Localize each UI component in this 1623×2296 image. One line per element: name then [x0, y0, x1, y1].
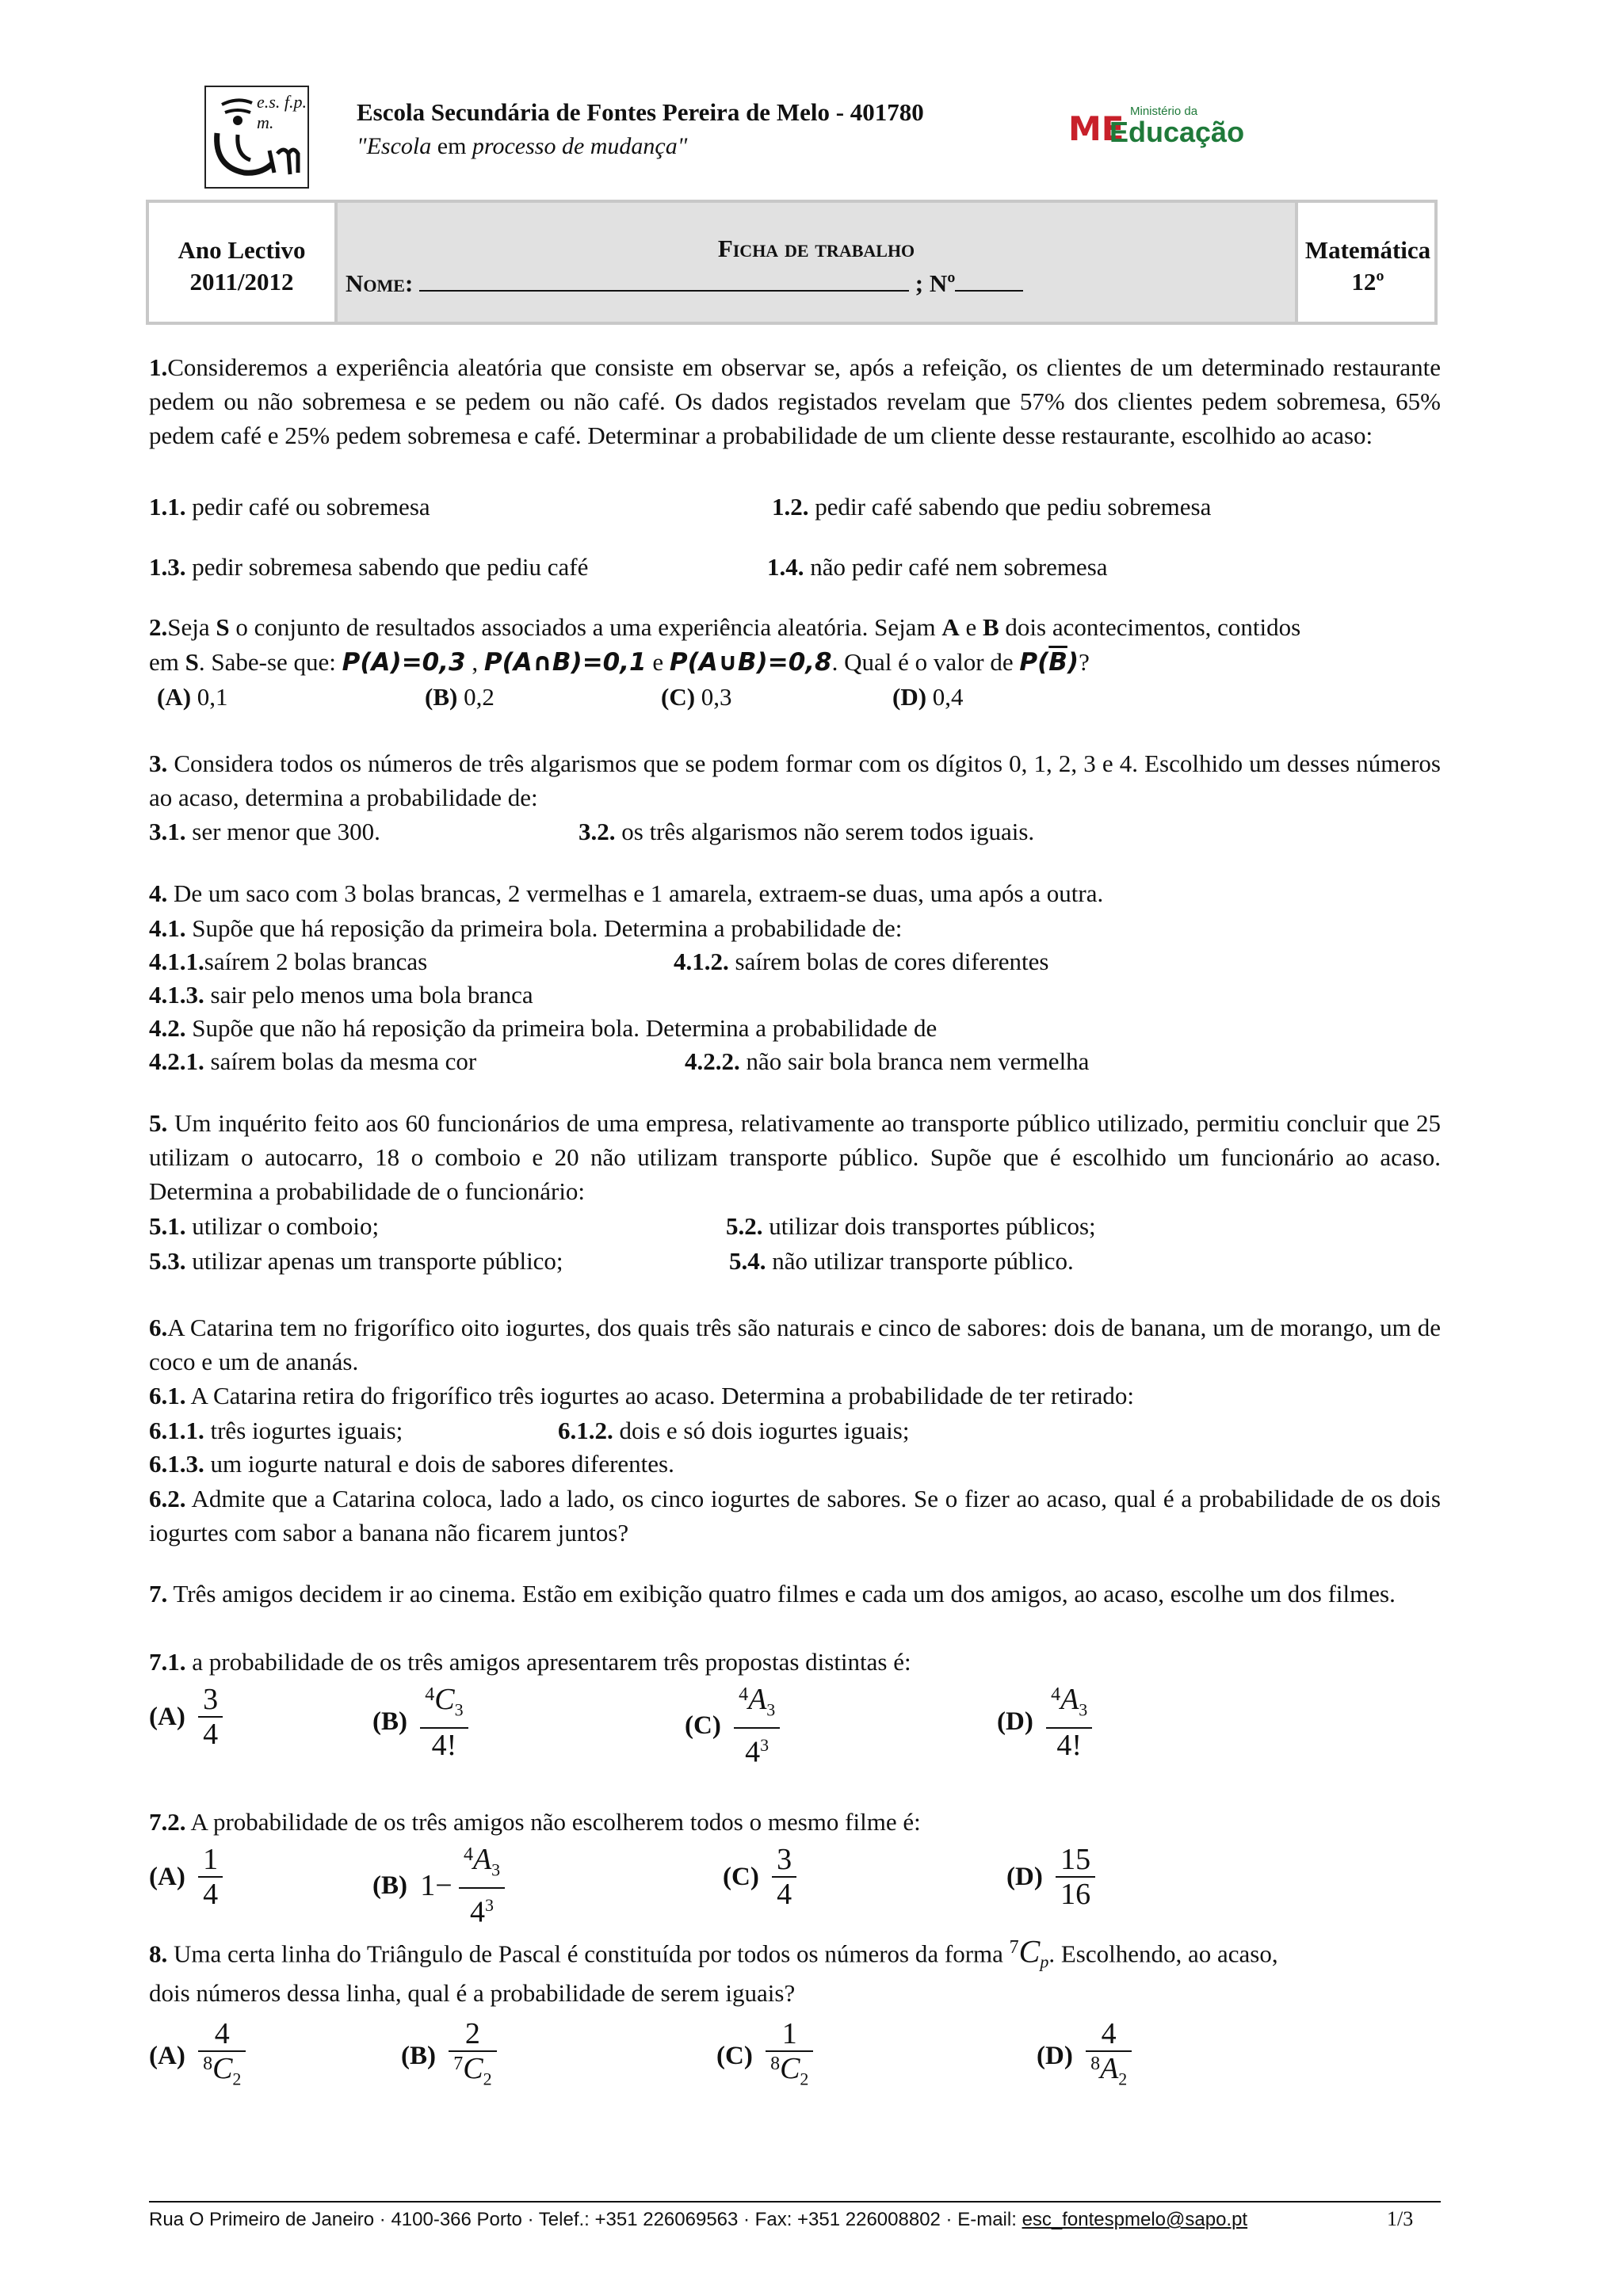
q1-item-1: 1.1. pedir café ou sobremesa: [149, 493, 430, 521]
q1-text: Consideremos a experiência aleatória que consiste em observar se, após a refeição, os clientes de um determinado restaurante pedem ou não sobremesa e se pedem ou não café. Os dados registados revelam que 57% dos clientes pedem sobremesa, 65% pedem café e 25% pedem sobremesa e café. Determinar a probabilidade de um cliente desse restaurante, escolhido ao acaso:: [149, 353, 1441, 449]
q2-line-1: 2.Seja S o conjunto de resultados associados a uma experiência aleatória. Sejam A e B dois acontecimentos, contidos: [149, 613, 1301, 641]
q72-option-a: (A) $\frac{1}{4}$: [149, 1843, 223, 1911]
q4-item-1-2: 4.1.2. saírem bolas de cores diferentes: [674, 948, 1049, 975]
q8-option-c: (C) $\frac{1}{^8C_2}$: [716, 2017, 813, 2096]
number-label: ; Nº: [915, 269, 956, 297]
formula-pb-complement: $P(\overline{B})$: [1019, 648, 1079, 677]
q4-item-1: 4.1. Supõe que há reposição da primeira bola. Determina a probabilidade de:: [149, 914, 903, 942]
q6-item-1-3: 6.1.3. um iogurte natural e dois de sabores diferentes.: [149, 1450, 674, 1478]
q6-item-1: 6.1. A Catarina retira do frigorífico três iogurtes ao acaso. Determina a probabilidade de ter retirado:: [149, 1382, 1134, 1409]
school-year-label: Ano Lectivo: [178, 236, 306, 264]
question-3: 3. Considera todos os números de três algarismos que se podem formar com os dígitos 0, 1, 2, 3 e 4. Escolhido um desses números ao acaso, determina a probabilidade de:: [149, 749, 1441, 811]
q4-text: 4. De um saco com 3 bolas brancas, 2 vermelhas e 1 amarela, extraem-se duas, uma após a outra.: [149, 879, 1104, 907]
q71-option-c: (C) $\frac{^4A_3}{4^3}$: [685, 1683, 780, 1768]
school-motto: "Escola em processo de mudança": [357, 133, 688, 159]
ministry-mark: ME: [1068, 109, 1125, 148]
formula-pa: P(A)=0,3: [342, 648, 466, 677]
formula-pab-intersection: P(A∩B)=0,1: [483, 648, 647, 677]
q2-option-c: (C) 0,3: [661, 683, 732, 711]
q4-item-1-3: 4.1.3. sair pelo menos uma bola branca: [149, 981, 533, 1009]
subject-name: Matemática: [1304, 236, 1431, 264]
formula-pab-union: P(A∪B)=0,8: [669, 648, 832, 677]
ministry-small: Ministério da: [1130, 105, 1198, 118]
subject-cell: [1301, 203, 1434, 322]
question-1: [149, 350, 1441, 452]
ministry-logo: [1068, 105, 1245, 152]
grade: 12º: [1351, 268, 1384, 296]
q71-option-a: (A) $\frac{3}{4}$: [149, 1683, 223, 1751]
q1-number: 1.: [149, 353, 168, 381]
q5-item-4: 5.4. não utilizar transporte público.: [729, 1247, 1074, 1275]
worksheet-title: Ficha de trabalho: [717, 235, 915, 262]
q71-option-d: (D) $\frac{^4A_3}{4!}$: [997, 1683, 1092, 1762]
number-field[interactable]: [955, 268, 1023, 292]
q6-item-1-1: 6.1.1. três iogurtes iguais;: [149, 1417, 403, 1444]
q4-item-2: 4.2. Supõe que não há reposição da primeira bola. Determina a probabilidade de: [149, 1014, 938, 1042]
school-year-value: 2011/2012: [189, 268, 294, 296]
q5-item-1: 5.1. utilizar o comboio;: [149, 1212, 380, 1240]
name-line: [346, 268, 1023, 298]
footer-email-link[interactable]: esc_fontespmelo@sapo.pt: [1022, 2209, 1248, 2230]
q6-item-1-2: 6.1.2. dois e só dois iogurtes iguais;: [558, 1417, 910, 1444]
q2-option-b: (B) 0,2: [425, 683, 495, 711]
footer-divider: [149, 2201, 1441, 2203]
name-label: Nome:: [346, 269, 414, 297]
q5-item-3: 5.3. utilizar apenas um transporte público;: [149, 1247, 563, 1275]
q8-line-2: dois números dessa linha, qual é a probabilidade de serem iguais?: [149, 1979, 796, 2007]
ministry-name: Educação: [1109, 116, 1245, 148]
q1-item-4: 1.4. não pedir café nem sobremesa: [767, 553, 1108, 581]
page-number: 1/3: [1387, 2207, 1414, 2230]
q7-item-2: 7.2. A probabilidade de os três amigos não escolherem todos o mesmo filme é:: [149, 1808, 921, 1836]
school-year-cell: [149, 203, 338, 322]
logo-text: e.s. f.p. m.: [257, 92, 307, 132]
q72-option-d: (D) $\frac{15}{16}$: [1006, 1843, 1095, 1911]
name-field[interactable]: [419, 268, 909, 292]
school-name: Escola Secundária de Fontes Pereira de Melo - 401780: [357, 98, 924, 126]
q2-line-2: em S. Sabe-se que: P(A)=0,3 , P(A∩B)=0,1 e P(A∪B)=0,8. Qual é o valor de $P(\overline{B})$?: [149, 648, 1090, 677]
question-5: 5. Um inquérito feito aos 60 funcionários de uma empresa, relativamente ao transporte público utilizado, permitiu concluir que 25 utilizam o autocarro, 18 o comboio e 20 não utilizam transporte público. Supõe que é escolhido um funcionário ao acaso. Determina a probabilidade de o funcionário:: [149, 1109, 1441, 1205]
info-table: [146, 200, 1438, 325]
q4-item-2-2: 4.2.2. não sair bola branca nem vermelha: [685, 1047, 1090, 1075]
question-7: 7. Três amigos decidem ir ao cinema. Estão em exibição quatro filmes e cada um dos amigos, ao acaso, escolhe um dos filmes.: [149, 1580, 1396, 1608]
q72-option-c: (C) $\frac{3}{4}$: [723, 1843, 796, 1911]
q72-option-b: (B) 1− $\frac{^4A_3}{4^3}$: [372, 1843, 505, 1928]
q4-item-2-1: 4.2.1. saírem bolas da mesma cor: [149, 1047, 477, 1075]
worksheet-cell: [338, 203, 1298, 322]
q2-option-d: (D) 0,4: [892, 683, 964, 711]
q8-line-1: 8. Uma certa linha do Triângulo de Pascal é constituída por todos os números da forma $^7C_p$. Escolhendo, ao acaso,: [149, 1933, 1278, 1972]
q1-item-3: 1.3. pedir sobremesa sabendo que pediu café: [149, 553, 589, 581]
q8-option-a: (A) $\frac{4}{^8C_2}$: [149, 2017, 246, 2096]
q8-option-b: (B) $\frac{2}{^7C_2}$: [401, 2017, 497, 2096]
q2-option-a: (A) 0,1: [157, 683, 228, 711]
q3-item-2: 3.2. os três algarismos não serem todos iguais.: [579, 818, 1035, 845]
q1-item-2: 1.2. pedir café sabendo que pediu sobremesa: [772, 493, 1212, 521]
q5-item-2: 5.2. utilizar dois transportes públicos;: [726, 1212, 1096, 1240]
q71-option-b: (B) $\frac{^4C_3}{4!}$: [372, 1683, 468, 1762]
q6-item-2: 6.2. Admite que a Catarina coloca, lado a lado, os cinco iogurtes de sabores. Se o fizer ao acaso, qual é a probabilidade de os dois iogurtes com sabor a banana não ficarem juntos?: [149, 1485, 1441, 1547]
q3-item-1: 3.1. ser menor que 300.: [149, 818, 380, 845]
q7-item-1: 7.1. a probabilidade de os três amigos apresentarem três propostas distintas é:: [149, 1648, 911, 1676]
question-6: 6.A Catarina tem no frigorífico oito iogurtes, dos quais três são naturais e cinco de sabores: dois de banana, um de morango, um de coco e um de ananás.: [149, 1314, 1441, 1375]
q8-option-d: (D) $\frac{4}{^8A_2}$: [1037, 2017, 1132, 2096]
footer-address: Rua O Primeiro de Janeiro · 4100-366 Porto · Telef.: +351 226069563 · Fax: +351 226008802 · E-mail: esc_fontespmelo@sapo.pt: [149, 2209, 1248, 2230]
q4-item-1-1: 4.1.1.saírem 2 bolas brancas: [149, 948, 428, 975]
school-logo: [204, 86, 309, 189]
